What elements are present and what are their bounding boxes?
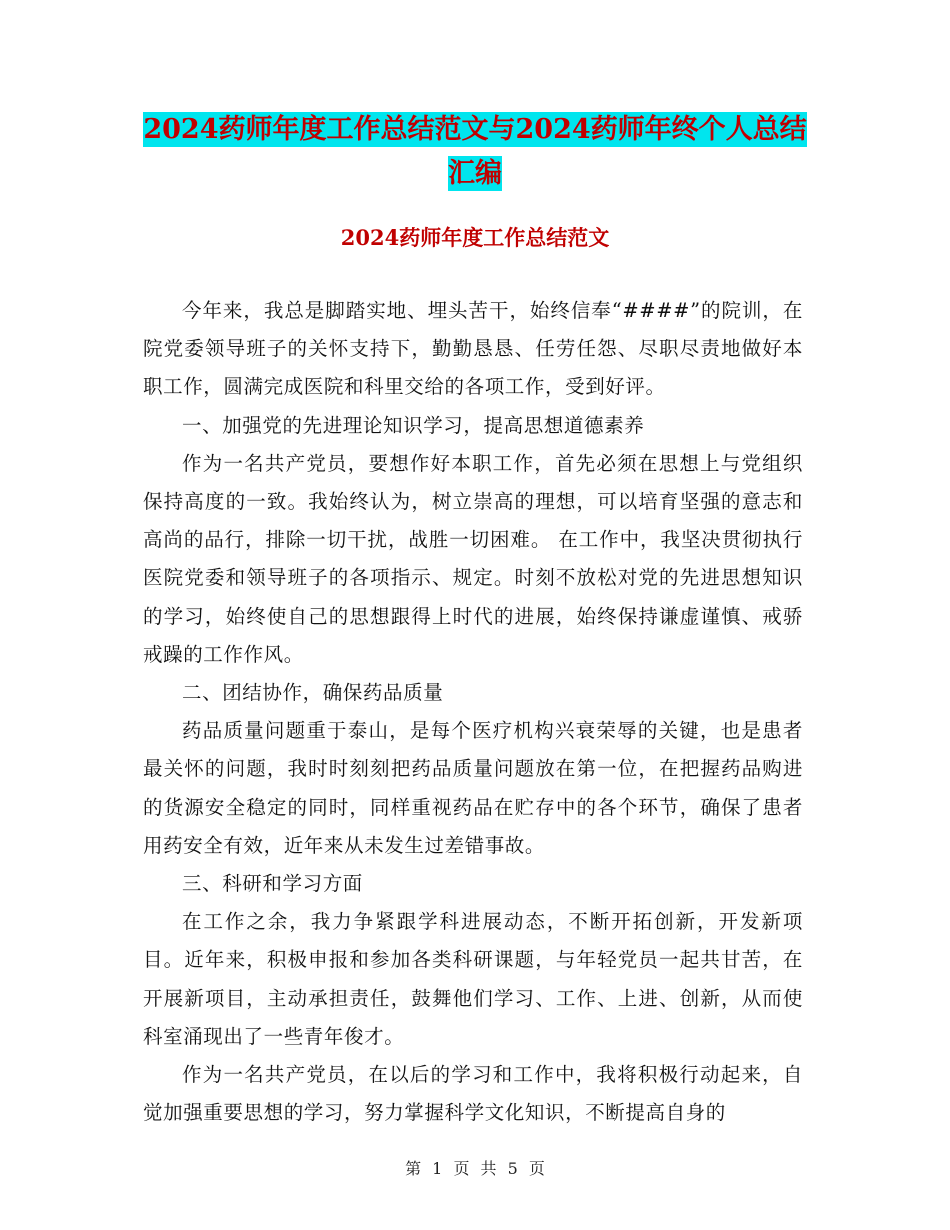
document-title bbox=[0, 108, 950, 196]
title-line-2: 汇编 bbox=[448, 158, 502, 189]
paragraph: 在工作之余，我力争紧跟学科进展动态，不断开拓创新，开发新项目。近年来，积极申报和参加各类科研课题，与年轻党员一起共甘苦，在开展新项目，主动承担责任，鼓舞他们学习、工作、上进、创新，从而使科室涌现出了一些青年俊才。 bbox=[143, 910, 803, 1048]
page-footer: 第 1 页 共 5 页 bbox=[405, 1159, 545, 1178]
paragraph: 三、科研和学习方面 bbox=[182, 872, 363, 896]
paragraph: 一、加强党的先进理论知识学习，提高思想道德素养 bbox=[182, 413, 645, 437]
section-title: 2024药师年度工作总结范文 bbox=[340, 225, 610, 250]
document-body bbox=[143, 292, 803, 1132]
paragraph: 二、团结协作，确保药品质量 bbox=[182, 681, 444, 705]
title-line-1: 2024药师年度工作总结范文与2024药师年终个人总结 bbox=[143, 114, 807, 145]
paragraph: 药品质量问题重于泰山，是每个医疗机构兴衰荣辱的关键，也是患者最关怀的问题，我时时刻刻把药品质量问题放在第一位，在把握药品购进的货源安全稳定的同时，同样重视药品在贮存中的各个环节，确保了患者用药安全有效，近年来从未发生过差错事故。 bbox=[143, 719, 803, 857]
paragraph: 今年来，我总是脚踏实地、埋头苦干，始终信奉“####”的院训，在院党委领导班子的关怀支持下，勤勤恳恳、任劳任怨、尽职尽责地做好本职工作，圆满完成医院和科里交给的各项工作，受到好评。 bbox=[143, 299, 803, 399]
paragraph: 作为一名共产党员，在以后的学习和工作中，我将积极行动起来，自觉加强重要思想的学习，努力掌握科学文化知识，不断提高自身的 bbox=[143, 1063, 803, 1125]
paragraph: 作为一名共产党员，要想作好本职工作，首先必须在思想上与党组织保持高度的一致。我始终认为，树立崇高的理想，可以培育坚强的意志和高尚的品行，排除一切干扰，战胜一切困难。 在工作中，我坚决贯彻执行医院党委和领导班子的各项指示、规定。时刻不放松对党的先进思想知识的学习，始终使自己的思想跟得上时代的进展，始终保持谦虚谨慎、戒骄戒躁的工作作风。 bbox=[143, 451, 803, 666]
